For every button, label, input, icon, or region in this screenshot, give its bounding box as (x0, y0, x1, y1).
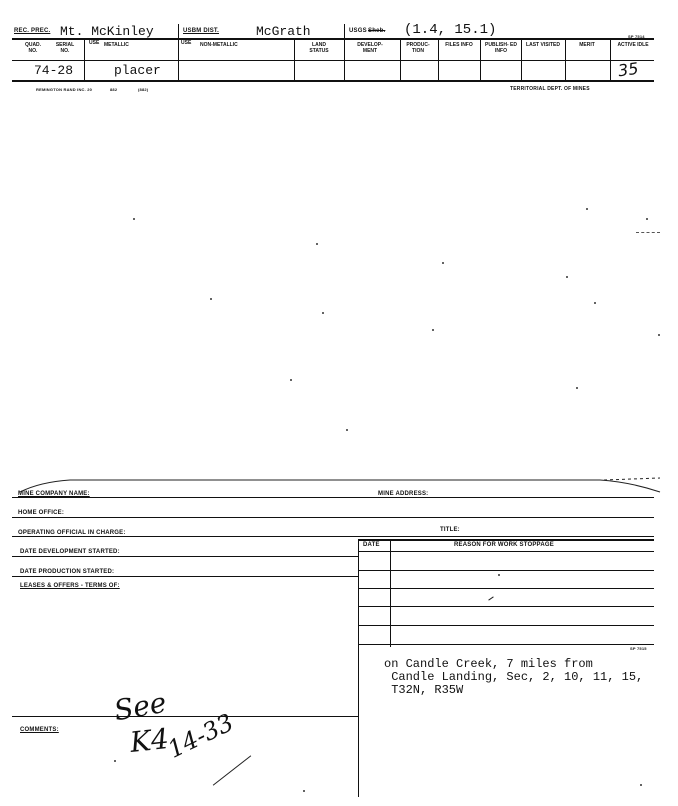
speck (566, 276, 568, 278)
speck (346, 429, 348, 431)
usgs-struck: Sheb. (368, 28, 386, 34)
handwriting-line-3: 14-33 (163, 708, 238, 764)
speck (586, 208, 588, 210)
divider (358, 647, 359, 797)
usbm-dist-label: USBM DIST. (183, 28, 220, 34)
rule (12, 556, 358, 557)
rule (12, 80, 654, 82)
col-files-info: FILES INFO (445, 42, 473, 48)
speck (646, 218, 648, 220)
divider (344, 38, 345, 80)
col-published-info: PUBLISH- ED INFO (485, 42, 517, 54)
speck (658, 334, 660, 336)
col-last-visited: LAST VISITED (526, 42, 560, 48)
col-non-metallic: NON-METALLIC (200, 42, 238, 48)
col-use-side-metallic: USE (89, 40, 100, 46)
operating-official-label: OPERATING OFFICIAL IN CHARGE: (18, 530, 126, 536)
col-production: PRODUC- TION (406, 42, 430, 54)
stoppage-reason-header: REASON FOR WORK STOPPAGE (454, 542, 554, 548)
divider (344, 24, 345, 38)
leases-label: LEASES & OFFERS - TERMS OF: (20, 583, 120, 589)
mine-company-name-label: MINE COMPANY NAME: (18, 491, 90, 497)
handwriting-line-2: K4 (128, 722, 171, 759)
dept-imprint: TERRITORIAL DEPT. OF MINES (510, 86, 590, 92)
rule (358, 570, 654, 571)
rule (358, 606, 654, 607)
divider (438, 38, 439, 80)
speck (442, 262, 444, 264)
rule (12, 38, 654, 40)
rule (12, 60, 654, 61)
date-development-label: DATE DEVELOPMENT STARTED: (20, 549, 120, 555)
speck (316, 243, 318, 245)
rule (358, 644, 654, 645)
rule (358, 551, 654, 552)
rule (12, 536, 654, 537)
home-office-label: HOME OFFICE: (18, 510, 65, 516)
printer-code-2: (882) (138, 87, 149, 92)
col-metallic: METALLIC (104, 42, 129, 48)
printer-imprint: REMINGTON RAND INC. 20 (36, 87, 93, 92)
divider (84, 38, 85, 80)
divider (178, 24, 179, 38)
card-top-edge (0, 470, 678, 500)
speck (303, 790, 305, 792)
usgs-label: USGS (349, 28, 367, 34)
speck (576, 387, 578, 389)
record-metallic: placer (114, 63, 161, 78)
handwriting-stroke (213, 755, 251, 785)
stoppage-date-header: DATE (363, 542, 380, 548)
speck (498, 574, 500, 576)
divider (358, 539, 359, 647)
speck (290, 379, 292, 381)
speck (594, 302, 596, 304)
rule (358, 625, 654, 626)
divider (521, 38, 522, 80)
divider (610, 38, 611, 80)
divider (294, 38, 295, 80)
speck (432, 329, 434, 331)
col-use-side-nonmetallic: USE (181, 40, 192, 46)
speck (133, 218, 135, 220)
col-serial-no: SERIAL NO. (55, 42, 75, 54)
location-line-2: Candle Landing, Sec, 2, 10, 11, 15, (384, 670, 644, 684)
speck (640, 784, 642, 786)
title-label: TITLE: (440, 527, 460, 533)
speck (114, 760, 116, 762)
col-merit: MERIT (579, 42, 595, 48)
form-number-top: SP 7514 (628, 34, 645, 39)
divider (178, 38, 179, 80)
location-line-3: T32N, R35W (384, 683, 464, 697)
rec-prec-label: REC. PREC. (14, 28, 51, 34)
rule (12, 517, 654, 518)
divider (480, 38, 481, 80)
handwriting-line-1: See (111, 685, 169, 728)
rec-prec-value: Mt. McKinley (60, 24, 154, 39)
usbm-dist-value: McGrath (256, 24, 311, 39)
divider (390, 539, 391, 647)
date-production-label: DATE PRODUCTION STARTED: (20, 569, 115, 575)
speck (210, 298, 212, 300)
col-land-status: LAND STATUS (309, 42, 329, 54)
rule (12, 497, 654, 498)
speck (636, 232, 660, 233)
divider (400, 38, 401, 80)
rule (358, 588, 654, 589)
col-quad-no: QUAD. NO. (24, 42, 42, 54)
rule (358, 539, 654, 541)
speck (322, 312, 324, 314)
record-active-idle-mark: 35 (616, 58, 640, 81)
speck (488, 596, 493, 600)
rule (12, 576, 358, 577)
rule (12, 716, 358, 717)
col-active-idle: ACTIVE IDLE (617, 42, 649, 48)
record-quad-serial: 74-28 (34, 63, 74, 78)
mine-address-label: MINE ADDRESS: (378, 491, 429, 497)
divider (565, 38, 566, 80)
col-development: DEVELOP- MENT (357, 42, 383, 54)
location-line-1: on Candle Creek, 7 miles from (384, 657, 593, 671)
form-number-bottom: SP 7515 (630, 646, 647, 651)
usgs-value: (1.4, 15.1) (404, 22, 497, 38)
printer-code: 882 (110, 87, 118, 92)
comments-label: COMMENTS: (20, 727, 59, 733)
